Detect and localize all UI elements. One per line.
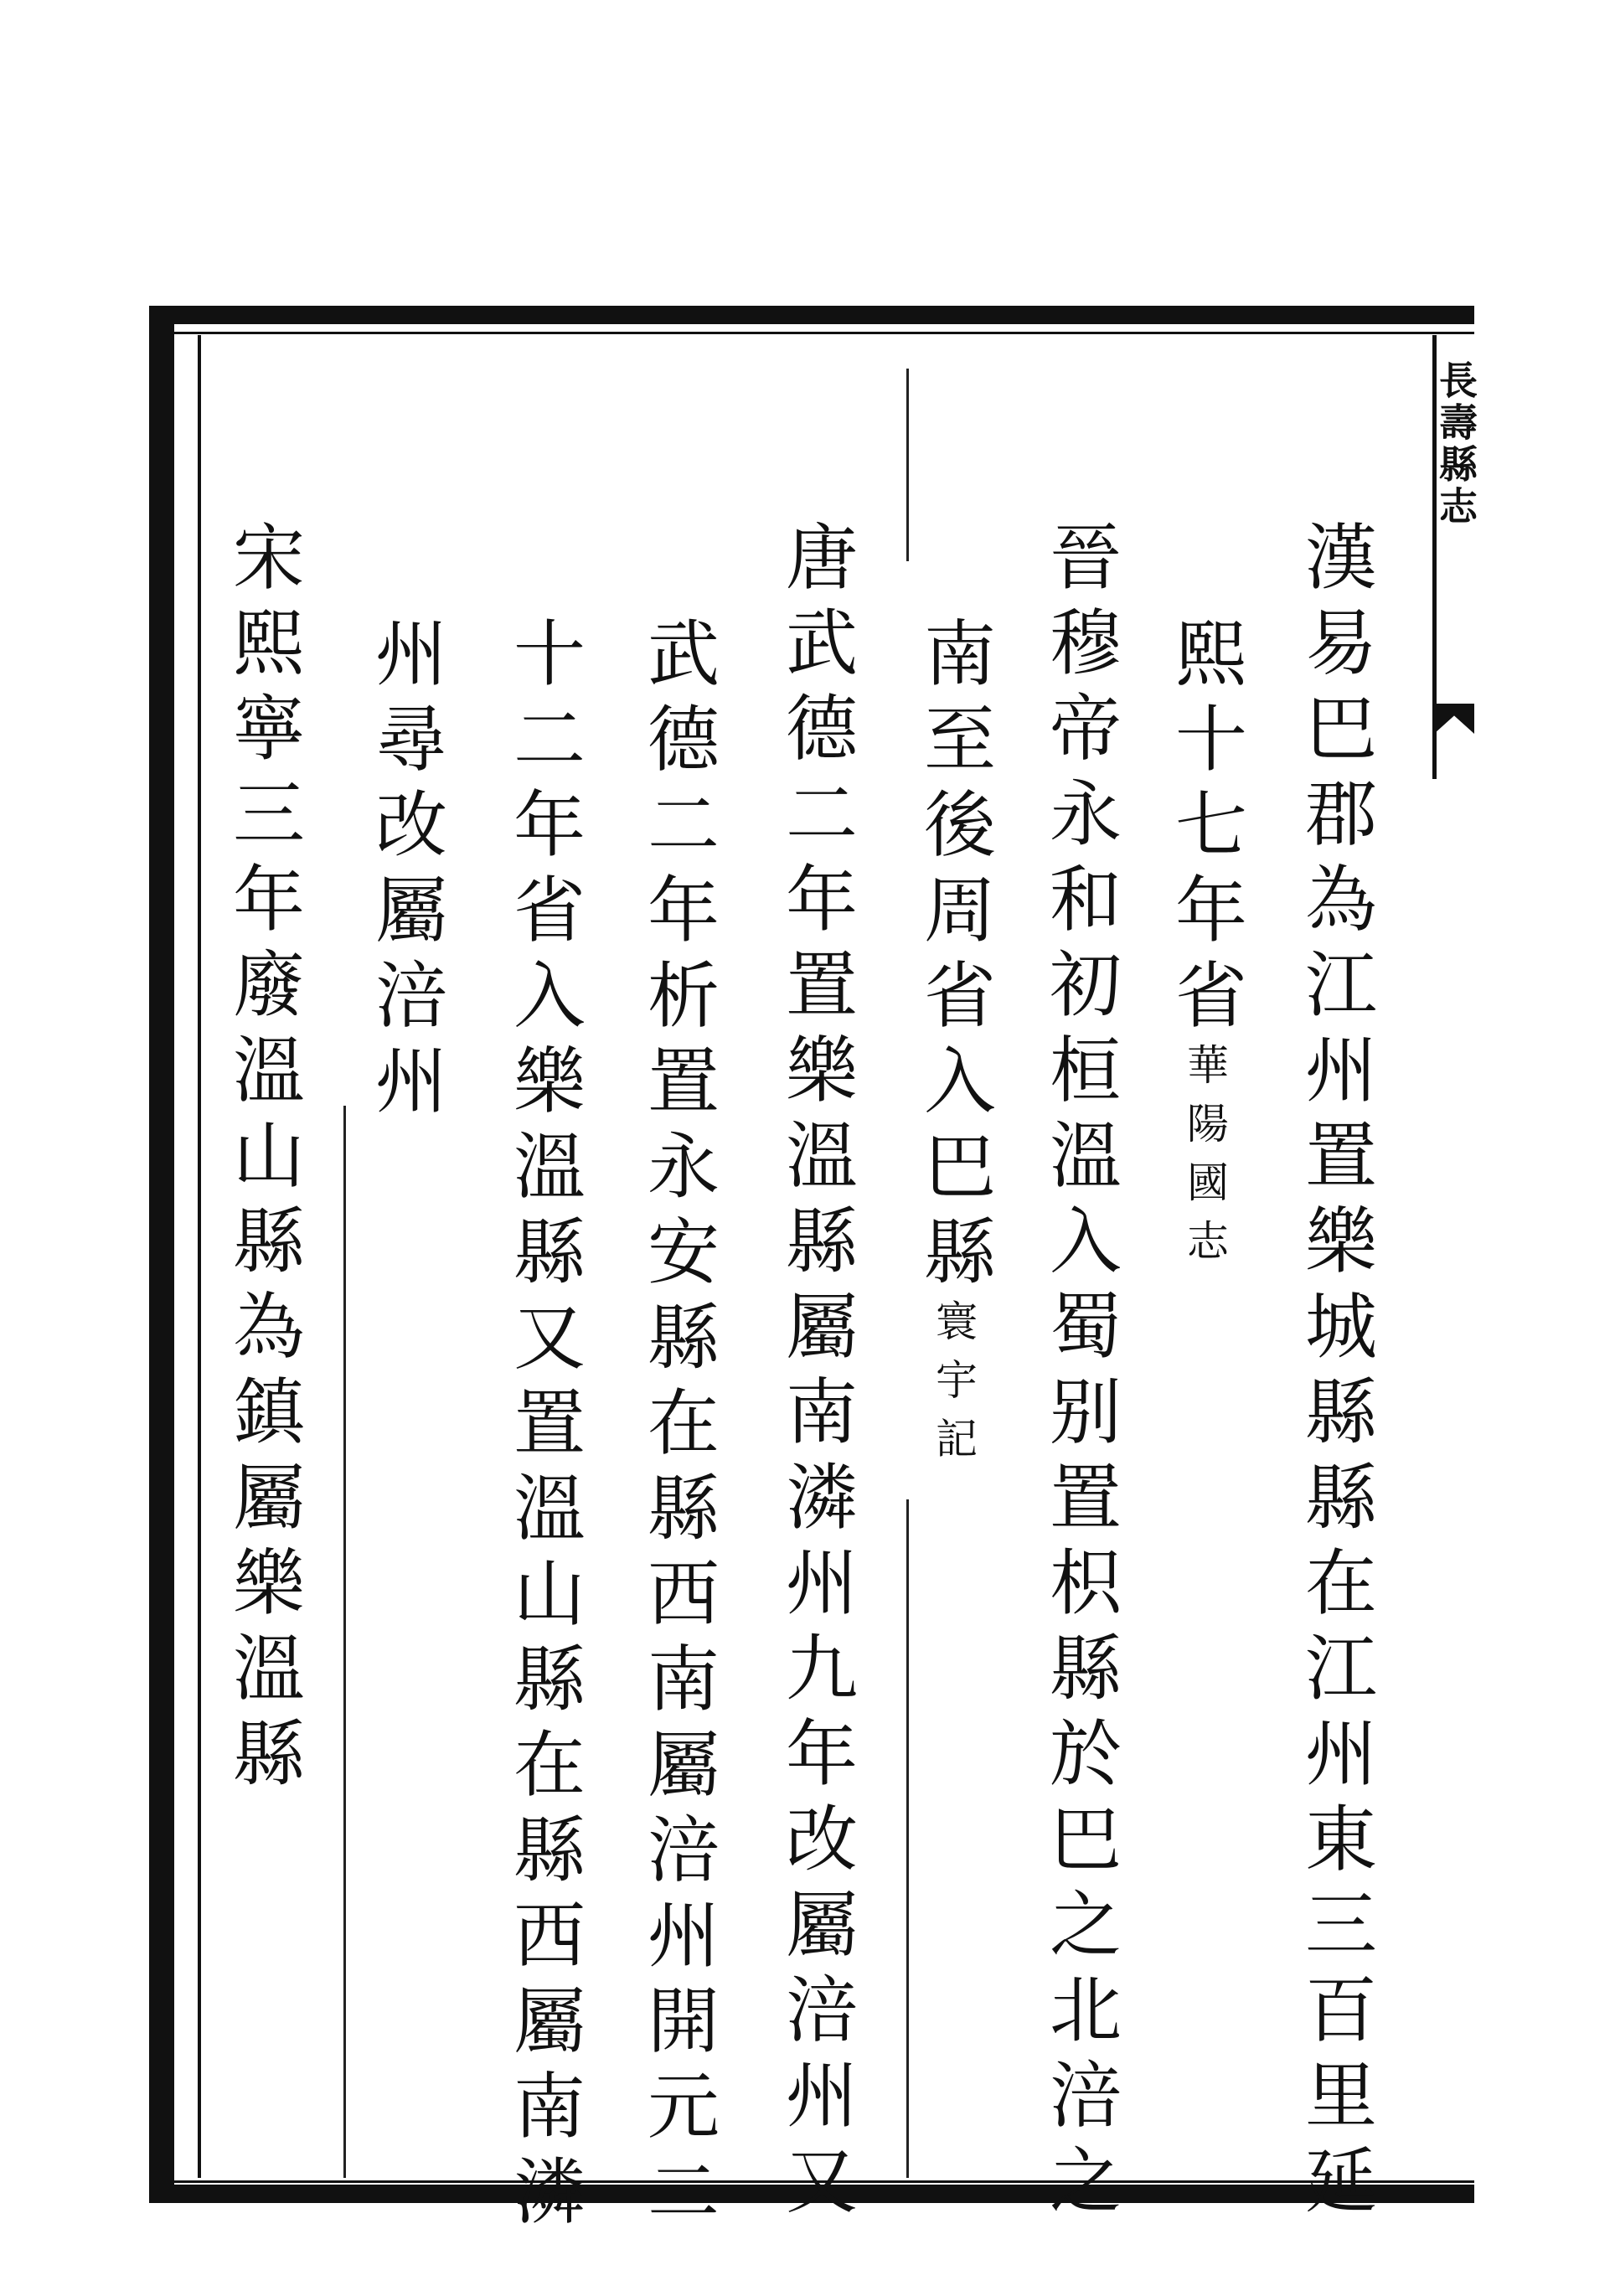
frame-rule-top [168, 332, 1474, 334]
text-column [775, 519, 855, 2228]
text-column [503, 616, 583, 2239]
text-column [1294, 519, 1375, 2228]
column-text: 十二年省入樂溫縣又置溫山縣在縣西屬南潾 [501, 616, 585, 2239]
column-text: 宋熙寧三年廢溫山縣為鎮屬樂溫縣 [220, 519, 304, 1801]
text-column [364, 616, 445, 1128]
text-column [1164, 616, 1245, 1277]
column-text: 漢易巴郡為江州置樂城縣縣在江州東三百里延 [1293, 519, 1376, 2228]
column-text: 武德二年析置永安縣在縣西南屬涪州開元二 [635, 616, 719, 2239]
banxin-label: 長壽縣志 [1433, 360, 1478, 528]
text-column [222, 519, 302, 1801]
text-column [1039, 519, 1119, 2228]
column-divider [906, 369, 909, 561]
frame-inner-left-border [198, 335, 201, 2178]
text-column [637, 616, 717, 2239]
column-divider [343, 1106, 346, 2178]
source-note: 華陽國志 [1180, 1043, 1229, 1277]
text-column [913, 616, 993, 1475]
column-text: 南至後周省入巴縣 [911, 616, 995, 1299]
column-text: 熙十七年省 [1163, 616, 1246, 1043]
column-text: 晉穆帝永和初桓溫入蜀别置枳縣於巴之北涪之 [1037, 519, 1121, 2228]
column-text: 州尋改屬涪州 [363, 616, 446, 1128]
column-text: 唐武德二年置樂溫縣屬南潾州九年改屬涪州又 [773, 519, 857, 2228]
column-divider [906, 1499, 909, 2178]
source-note: 寰宇記 [929, 1299, 978, 1475]
